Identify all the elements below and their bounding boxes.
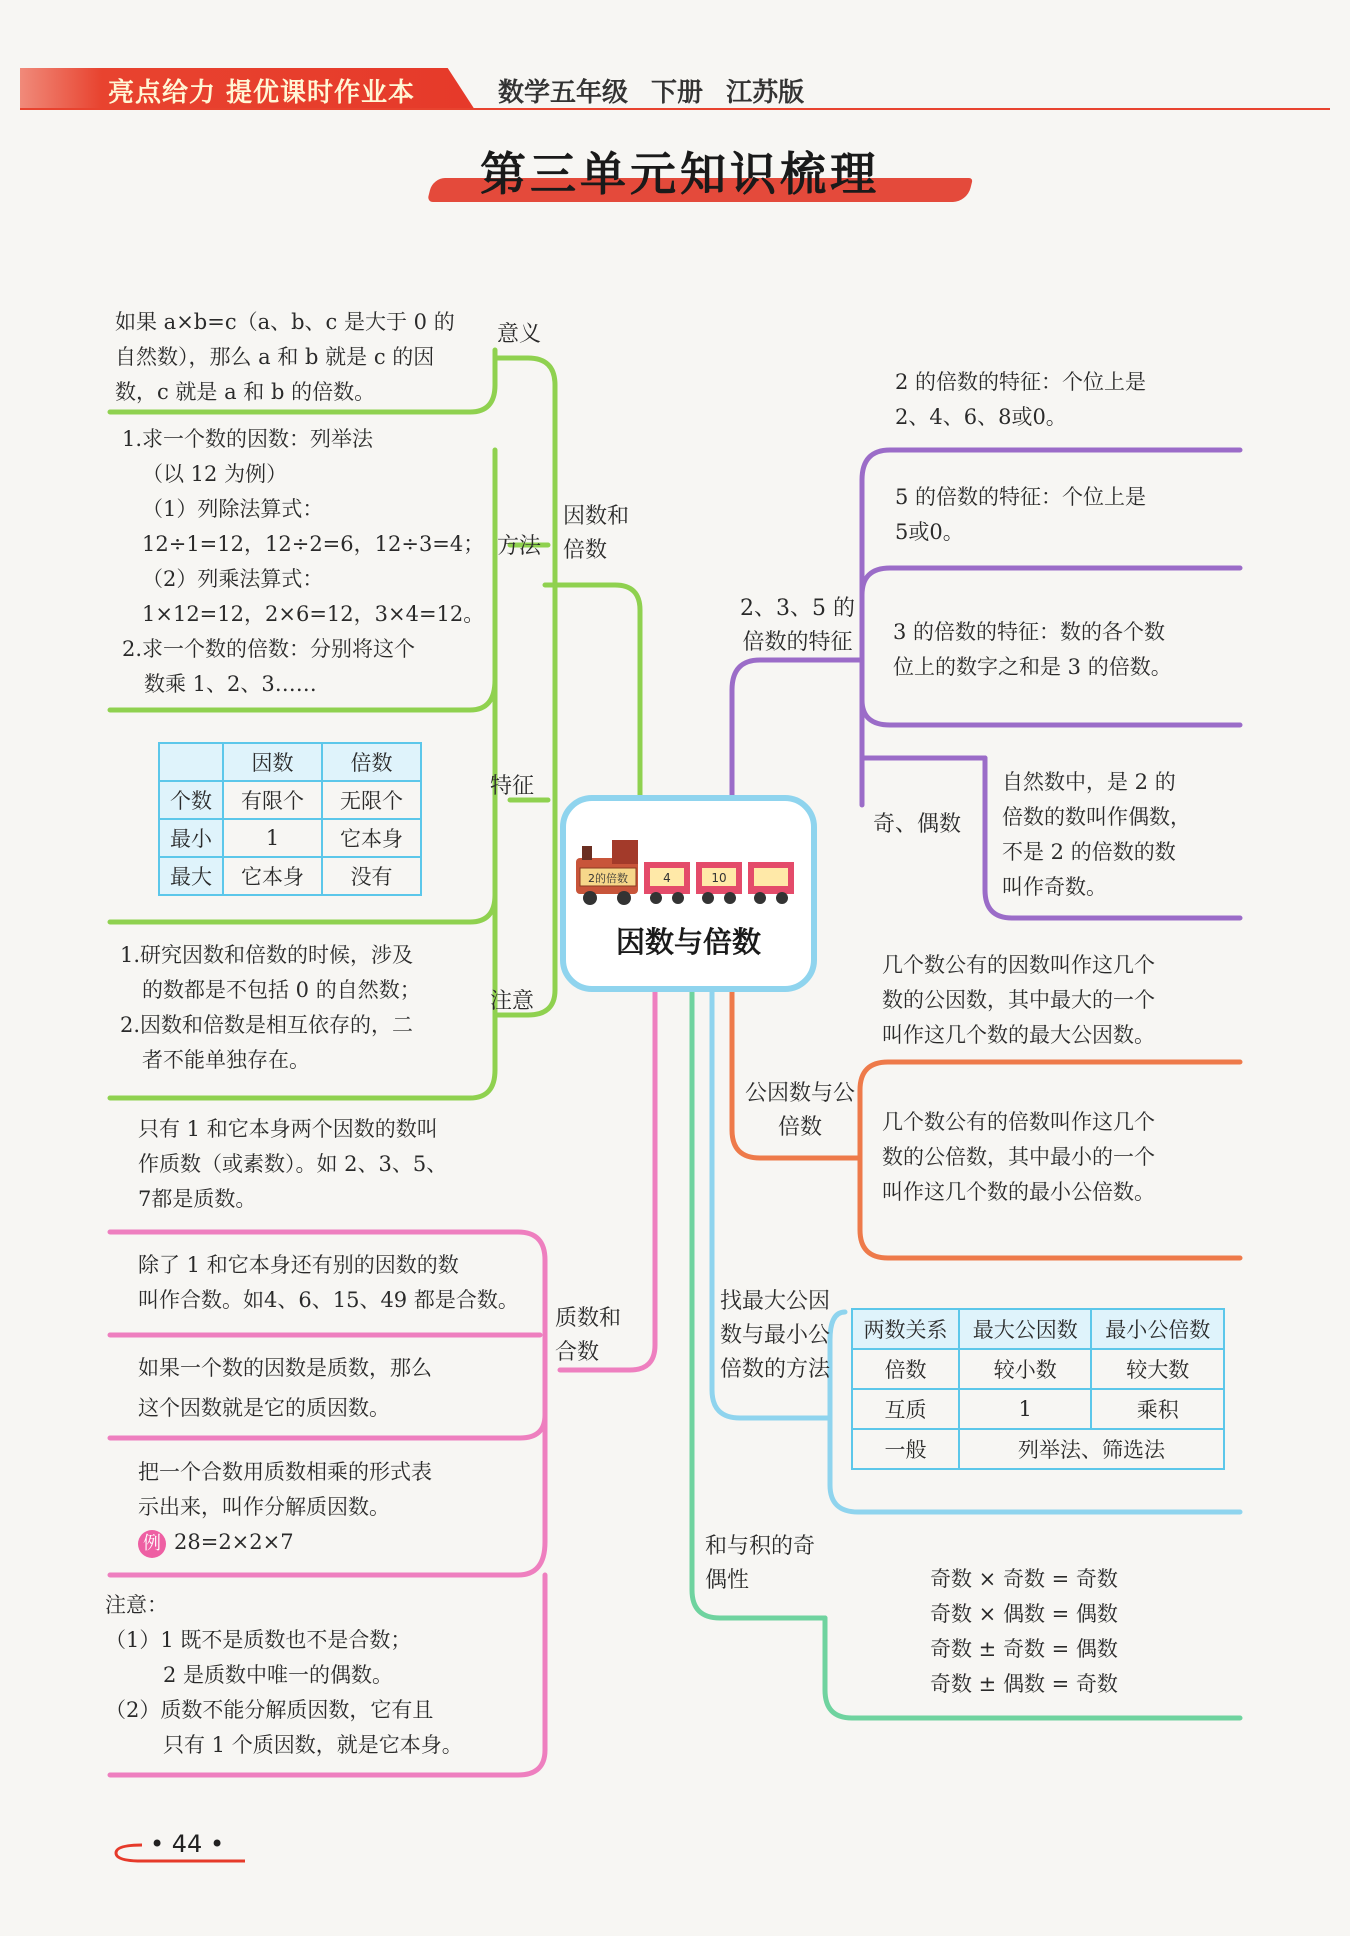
method-table-row — [852, 1389, 1224, 1429]
method-table-cell: 较小数 — [959, 1349, 1092, 1389]
feature-table-row — [159, 819, 421, 857]
parity-text — [930, 1562, 1118, 1702]
feature-table — [158, 742, 422, 896]
attention-text — [105, 1588, 463, 1763]
factorize-line-1: 把一个合数用质数相乘的形式表 — [138, 1460, 432, 1484]
feature-table-cell: 因数 — [223, 743, 322, 781]
odd-even-label: 奇、偶数 — [873, 812, 962, 837]
method-table-cell: 最小公倍数 — [1091, 1309, 1224, 1349]
page-title: 第三单元知识梳理 — [480, 147, 880, 201]
attention-line-2: 2 是质数中唯一的偶数。 — [163, 1663, 394, 1687]
page-number: • 44 • — [150, 1830, 225, 1858]
header-brand: 亮点给力 提优课时作业本 — [108, 78, 416, 108]
attention-line-4: 只有 1 个质因数，就是它本身。 — [163, 1733, 463, 1757]
composite-text — [138, 1248, 519, 1318]
note-label: 注意 — [490, 989, 535, 1014]
branch-factors-multiples: 因数和倍数 — [563, 504, 630, 563]
parity-line-3: 奇数 ± 奇数 = 偶数 — [930, 1637, 1118, 1661]
method-table-cell: 倍数 — [852, 1349, 959, 1389]
method-line-2: （以 12 为例） — [142, 462, 288, 486]
method-table-cell: 列举法、筛选法 — [959, 1429, 1224, 1469]
method-line-3: （1）列除法算式： — [142, 497, 324, 521]
header-subject: 数学五年级 下册 江苏版 — [498, 78, 805, 108]
five-multiple-text — [895, 480, 1146, 550]
feature-table-header — [159, 743, 421, 781]
prime-line-1: 只有 1 和它本身两个因数的数叫 — [138, 1117, 438, 1141]
feature-table-cell: 它本身 — [322, 819, 421, 857]
factorize-example — [138, 1525, 432, 1560]
lcm-line-1: 几个数公有的倍数叫作这几个 — [882, 1110, 1155, 1134]
attention-title: 注意： — [105, 1593, 168, 1617]
method-line-4: 12÷1=12，12÷2=6，12÷3=4； — [142, 532, 485, 556]
branch-235-multiples: 2、3、5 的倍数的特征 — [740, 596, 855, 655]
odd-even-text — [1002, 765, 1191, 905]
branch-gcd-lcm: 公因数与公倍数 — [745, 1081, 856, 1140]
method-table-cell: 一般 — [852, 1429, 959, 1469]
feature-table-cell: 有限个 — [223, 781, 322, 819]
composite-line-1: 除了 1 和它本身还有别的因数的数 — [138, 1253, 459, 1277]
method-table-cell: 最大公因数 — [959, 1309, 1092, 1349]
note-line-1: 1.研究因数和倍数的时候，涉及 — [120, 943, 414, 967]
train-label-3: 10 — [711, 871, 727, 885]
feature-table-cell: 最小 — [159, 819, 223, 857]
branch-method: 找最大公因数与最小公倍数的方法 — [720, 1289, 831, 1382]
gcd-text — [882, 948, 1155, 1053]
gcd-line-2: 数的公因数，其中最大的一个 — [882, 988, 1155, 1012]
attention-line-1: （1）1 既不是质数也不是合数； — [105, 1628, 412, 1652]
five-line-2: 5或0。 — [895, 520, 964, 544]
method-table-row — [852, 1429, 1224, 1469]
feature-table-cell: 最大 — [159, 857, 223, 895]
branch-parity: 和与积的奇偶性 — [705, 1534, 816, 1593]
prime-factor-line-2: 这个因数就是它的质因数。 — [138, 1396, 390, 1420]
center-title: 因数与倍数 — [615, 925, 761, 959]
train-label-2: 4 — [663, 871, 671, 885]
prime-line-3: 7都是质数。 — [138, 1187, 257, 1211]
odd-even-line-3: 不是 2 的倍数的数 — [1002, 840, 1176, 864]
odd-even-line-1: 自然数中，是 2 的 — [1002, 770, 1176, 794]
factorize-line-2: 示出来，叫作分解质因数。 — [138, 1495, 390, 1519]
lcm-text — [882, 1105, 1155, 1210]
odd-even-line-2: 倍数的数叫作偶数， — [1002, 805, 1191, 829]
method-text — [122, 422, 484, 702]
feature-table-cell: 没有 — [322, 857, 421, 895]
feature-label: 特征 — [490, 774, 535, 799]
three-line-2: 位上的数字之和是 3 的倍数。 — [893, 655, 1172, 679]
three-line-1: 3 的倍数的特征：数的各个数 — [893, 620, 1166, 644]
feature-table-cell: 个数 — [159, 781, 223, 819]
feature-table-row — [159, 781, 421, 819]
train-label-1: 2的倍数 — [588, 872, 628, 885]
method-table-cell: 两数关系 — [852, 1309, 959, 1349]
feature-table-cell: 1 — [223, 819, 322, 857]
method-label: 方法 — [497, 534, 542, 559]
parity-line-2: 奇数 × 偶数 = 偶数 — [930, 1602, 1118, 1626]
parity-line-1: 奇数 × 奇数 = 奇数 — [930, 1567, 1118, 1591]
attention-line-3: （2）质数不能分解质因数，它有且 — [105, 1698, 434, 1722]
prime-text — [138, 1112, 447, 1217]
feature-table-cell: 倍数 — [322, 743, 421, 781]
meaning-line-3: 数，c 就是 a 和 b 的倍数。 — [115, 380, 376, 404]
gcd-line-1: 几个数公有的因数叫作这几个 — [882, 953, 1155, 977]
two-line-1: 2 的倍数的特征：个位上是 — [895, 370, 1147, 394]
note-text — [120, 938, 421, 1078]
example-badge: 例 — [138, 1530, 166, 1558]
method-line-5: （2）列乘法算式： — [142, 567, 324, 591]
meaning-line-1: 如果 a×b=c（a、b、c 是大于 0 的 — [115, 310, 455, 334]
lcm-line-3: 叫作这几个数的最小公倍数。 — [882, 1180, 1155, 1204]
meaning-text — [115, 305, 455, 410]
feature-table-cell — [159, 743, 223, 781]
parity-line-4: 奇数 ± 偶数 = 奇数 — [930, 1672, 1118, 1696]
composite-line-2: 叫作合数。如4、6、15、49 都是合数。 — [138, 1288, 519, 1312]
feature-table-row — [159, 857, 421, 895]
factorize-text — [138, 1455, 432, 1560]
feature-table-cell: 无限个 — [322, 781, 421, 819]
method-table-cell: 乘积 — [1091, 1389, 1224, 1429]
note-line-4: 者不能单独存在。 — [142, 1048, 310, 1072]
branch-prime-composite: 质数和合数 — [555, 1306, 622, 1365]
three-multiple-text — [893, 615, 1172, 685]
prime-factor-text — [138, 1348, 432, 1428]
method-table-header — [852, 1309, 1224, 1349]
gcd-line-3: 叫作这几个数的最大公因数。 — [882, 1023, 1155, 1047]
note-line-2: 的数都是不包括 0 的自然数； — [142, 978, 421, 1002]
example-text: 28=2×2×7 — [174, 1530, 294, 1554]
odd-even-line-4: 叫作奇数。 — [1002, 875, 1107, 899]
method-line-6: 1×12=12，2×6=12，3×4=12。 — [142, 602, 485, 626]
method-line-7: 2.求一个数的倍数：分别将这个 — [122, 637, 416, 661]
five-line-1: 5 的倍数的特征：个位上是 — [895, 485, 1147, 509]
method-table — [851, 1308, 1225, 1470]
train-icon — [572, 830, 804, 910]
two-line-2: 2、4、6、8或0。 — [895, 405, 1067, 429]
prime-line-2: 作质数（或素数）。如 2、3、5、 — [138, 1152, 448, 1176]
feature-table-cell: 它本身 — [223, 857, 322, 895]
header-divider — [20, 108, 1330, 110]
method-table-cell: 1 — [959, 1389, 1092, 1429]
two-multiple-text — [895, 365, 1146, 435]
method-table-cell: 互质 — [852, 1389, 959, 1429]
method-line-8: 数乘 1、2、3…… — [144, 672, 317, 696]
method-table-row — [852, 1349, 1224, 1389]
method-table-cell: 较大数 — [1091, 1349, 1224, 1389]
meaning-label: 意义 — [497, 322, 542, 347]
lcm-line-2: 数的公倍数，其中最小的一个 — [882, 1145, 1155, 1169]
note-line-3: 2.因数和倍数是相互依存的，二 — [120, 1013, 414, 1037]
prime-factor-line-1: 如果一个数的因数是质数，那么 — [138, 1356, 432, 1380]
method-line-1: 1.求一个数的因数：列举法 — [122, 427, 374, 451]
meaning-line-2: 自然数），那么 a 和 b 就是 c 的因 — [115, 345, 435, 369]
